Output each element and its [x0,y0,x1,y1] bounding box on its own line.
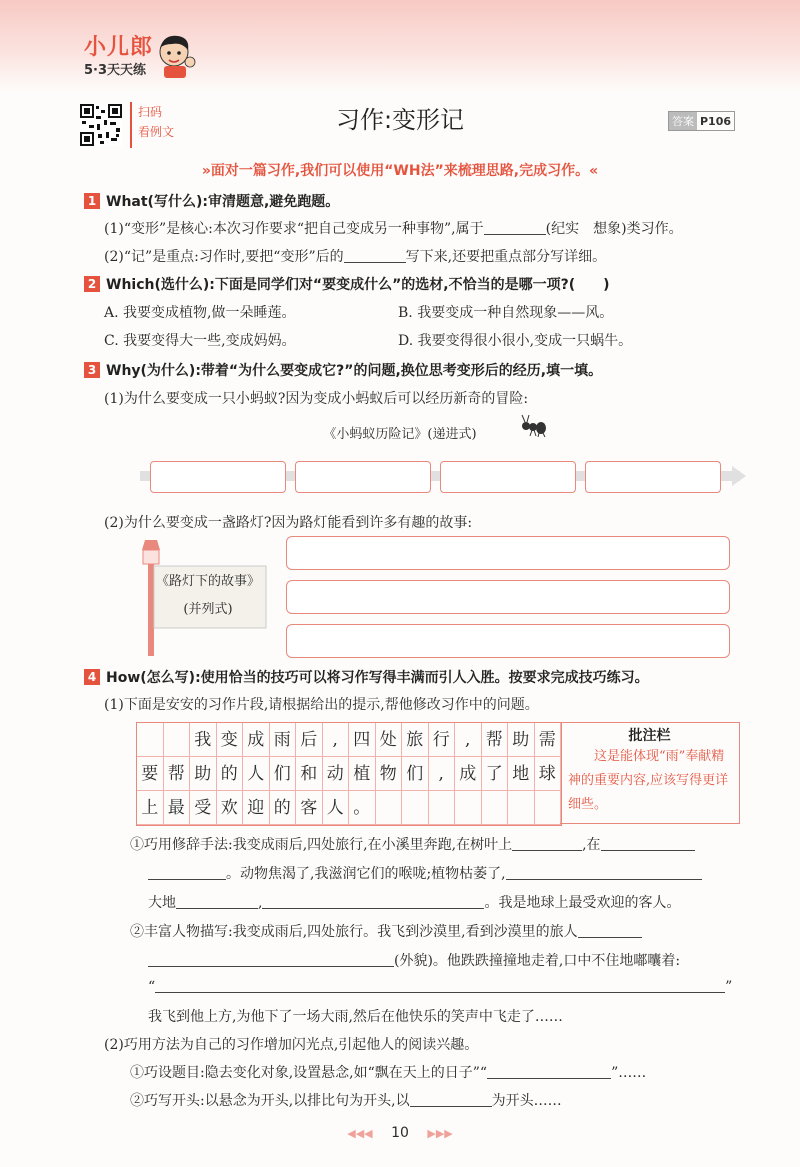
rhetoric-blank-6[interactable] [262,894,484,909]
ant-story-title: 《小蚂蚁历险记》(递进式) [323,427,477,442]
next-arrows-icon: ▶▶▶ [427,1127,453,1140]
chain-box-1[interactable] [150,461,286,493]
opening-tip-line [130,1090,562,1110]
rhetoric-blank-5[interactable] [176,894,258,909]
page-title: 习作:变形记 [335,106,465,134]
quote-open: “ [148,979,156,995]
section-4-number: 4 [84,669,100,685]
title-tip-line [130,1062,646,1082]
section-3-title: Why(为什么):带着“为什么要变成它?”的问题,换位思考变形后的经历,填一填。 [106,363,603,379]
grid-cell: 帮 [482,723,509,757]
progressive-chain [140,457,740,493]
description-blank-1[interactable] [578,923,642,938]
chain-box-3[interactable] [440,461,576,493]
grid-cell: 迎 [243,791,270,825]
lamp-story-title: 《路灯下的故事》 [155,574,260,589]
page-number: 10 [391,1125,409,1141]
rhetoric-line-1 [130,834,695,854]
option-d[interactable]: D. 我要变得很小很小,变成一只蜗牛。 [398,333,633,349]
grid-cell: 帮 [164,757,191,791]
grid-cell: 上 [137,791,164,825]
rhetoric-line-3: 大地 , 。我是地球上最受欢迎的客人。 [148,895,681,911]
option-a[interactable]: A. 我要变成植物,做一朵睡莲。 [104,305,296,321]
section-1-number: 1 [84,193,100,209]
grid-row [137,723,561,757]
grid-cell: 和 [296,757,323,791]
grid-cell: 行 [429,723,456,757]
s1-blank-2[interactable] [344,248,406,263]
section-1-heading [84,191,339,211]
opening-tip-blank[interactable] [410,1092,492,1107]
grid-cell: 们 [270,757,297,791]
answer-page: P106 [700,115,732,128]
grid-cell [429,791,456,825]
grid-cell: 成 [243,723,270,757]
brand-title: 小儿郎 [84,35,154,60]
rhetoric-blank-2[interactable] [601,836,695,851]
annotation-box [560,722,740,824]
description-text-2: (外貌)。他跌跌撞撞地走着,口中不住地嘟囔着: [394,953,681,969]
grid-cell: 我 [190,723,217,757]
rhetoric-blank-3[interactable] [148,865,226,880]
grid-cell: 人 [243,757,270,791]
grid-cell: 地 [508,757,535,791]
grid-cell: 受 [190,791,217,825]
grid-cell: 旅 [402,723,429,757]
s1-line2-text: (2)“记”是重点:习作时,要把“变形”后的 [104,249,344,265]
section-2-number: 2 [84,276,100,292]
grid-cell: 助 [190,757,217,791]
rhetoric-line-2 [148,863,702,883]
brand-logo [84,30,153,78]
section-1-line-2 [104,246,606,266]
scan-line-1: 扫码 [138,105,163,119]
rhetoric-text-2: 。动物焦渴了,我滋润它们的喉咙;植物枯萎了, [226,866,506,882]
scan-line-2: 看例文 [138,125,175,139]
grid-cell: 。 [349,791,376,825]
rhetoric-text-1b: ,在 [582,837,601,853]
description-blank-2[interactable] [148,952,394,967]
grid-cell: 人 [323,791,350,825]
description-text-1: ②丰富人物描写:我变成雨后,四处旅行。我飞到沙漠里,看到沙漠里的旅人 [130,924,578,940]
grid-cell: 植 [349,757,376,791]
rhetoric-text-1: ①巧用修辞手法:我变成雨后,四处旅行,在小溪里奔跑,在树叶上 [130,837,513,853]
grid-cell: 后 [296,723,323,757]
s3-question-2: (2)为什么要变成一盏路灯?因为路灯能看到许多有趣的故事: [104,515,473,531]
answer-reference [668,111,735,131]
brand-subtitle: 5·3天天练 [84,63,147,78]
s1-line1-tail: (纪实 想象)类习作。 [545,221,683,237]
description-line-3 [148,978,732,995]
grid-cell: 助 [508,723,535,757]
grid-cell: 需 [535,723,562,757]
grid-cell: 四 [349,723,376,757]
grid-cell: 了 [482,757,509,791]
grid-cell: , [455,723,482,757]
rhetoric-text-3b: 。我是地球上最受欢迎的客人。 [484,895,681,911]
description-blank-3[interactable] [155,978,725,993]
grid-cell: 变 [217,723,244,757]
lamp-story-sub: (并列式) [183,602,233,617]
section-3-number: 3 [84,362,100,378]
writing-grid [136,722,562,826]
rhetoric-blank-4[interactable] [506,865,702,880]
grid-cell: 欢 [217,791,244,825]
chain-box-4[interactable] [585,461,721,493]
lamp-answer-box-1[interactable] [286,536,730,570]
grid-cell [137,723,164,757]
opening-tip-tail: 为开头…… [491,1093,562,1109]
grid-cell: 成 [455,757,482,791]
title-tip-blank[interactable] [487,1064,611,1079]
grid-cell: 的 [217,757,244,791]
grid-cell [508,791,535,825]
section-2-title[interactable]: Which(选什么):下面是同学们对“要变成什么”的选材,不恰当的是哪一项?( ) [106,277,610,293]
section-2-heading [84,274,610,294]
description-line-2 [148,950,680,970]
rhetoric-blank-1[interactable] [512,836,582,851]
quote-close: ” [725,979,733,995]
section-1-title: What(写什么):审清题意,避免跑题。 [106,194,340,210]
lamp-answer-box-2[interactable] [286,580,730,614]
grid-cell [535,791,562,825]
grid-cell: , [323,723,350,757]
prev-arrows-icon: ◀◀◀ [347,1127,373,1140]
s3-question-1: (1)为什么要变成一只小蚂蚁?因为变成小蚂蚁后可以经历新奇的冒险: [104,391,529,407]
answer-label: 答案 [669,112,697,130]
mascot-icon [152,30,200,80]
intro-text: »面对一篇习作,我们可以使用“WH法”来梳理思路,完成习作。« [201,163,599,179]
description-line-4: 我飞到他上方,为他下了一场大雨,然后在他快乐的笑声中飞走了…… [148,1009,563,1025]
grid-cell [402,791,429,825]
grid-cell: 最 [164,791,191,825]
s1-line1-text: (1)“变形”是核心:本次习作要求“把自己变成另一种事物”,属于 [104,221,484,237]
section-4-title: How(怎么写):使用恰当的技巧可以将习作写得丰满而引人入胜。按要求完成技巧练习。 [106,670,649,686]
grid-cell: 处 [376,723,403,757]
s1-line2-tail: 写下来,还要把重点部分写详细。 [405,249,607,265]
grid-cell: , [429,757,456,791]
annotation-title: 批注栏 [628,728,671,744]
grid-row [137,757,561,791]
ant-icon [520,412,548,438]
grid-cell: 要 [137,757,164,791]
opening-tip-text: ②巧写开头:以悬念为开头,以排比句为开头,以 [130,1093,410,1109]
grid-row [137,791,561,825]
lamp-answer-box-3[interactable] [286,624,730,658]
grid-cell: 雨 [270,723,297,757]
chain-box-2[interactable] [295,461,431,493]
section-3-heading [84,360,602,380]
grid-cell: 们 [402,757,429,791]
grid-cell: 客 [296,791,323,825]
description-line-1 [130,921,642,941]
grid-cell: 物 [376,757,403,791]
s1-blank-1[interactable] [484,220,546,235]
grid-cell: 的 [270,791,297,825]
section-1-line-1 [104,218,683,238]
title-tip-tail: ”…… [611,1065,647,1081]
grid-cell [482,791,509,825]
rhetoric-text-3: 大地 [148,895,176,911]
option-b[interactable]: B. 我要变成一种自然现象——风。 [398,305,614,321]
grid-cell: 动 [323,757,350,791]
section-4-heading [84,667,649,687]
option-c[interactable]: C. 我要变得大一些,变成妈妈。 [104,333,296,349]
grid-cell: 球 [535,757,562,791]
grid-cell [376,791,403,825]
s4-part-2: (2)巧用方法为自己的习作增加闪光点,引起他人的阅读兴趣。 [104,1037,479,1053]
annotation-text: 这是能体现“雨”奉献精神的重要内容,应该写得更详细些。 [568,749,729,812]
s4-part-1: (1)下面是安安的习作片段,请根据给出的提示,帮他修改习作中的问题。 [104,697,539,713]
grid-cell [455,791,482,825]
page-footer [0,1125,800,1141]
lamp-story-label [148,568,268,624]
title-tip-text: ①巧设题目:隐去变化对象,设置悬念,如“飘在天上的日子”“ [130,1065,488,1081]
grid-cell [164,723,191,757]
